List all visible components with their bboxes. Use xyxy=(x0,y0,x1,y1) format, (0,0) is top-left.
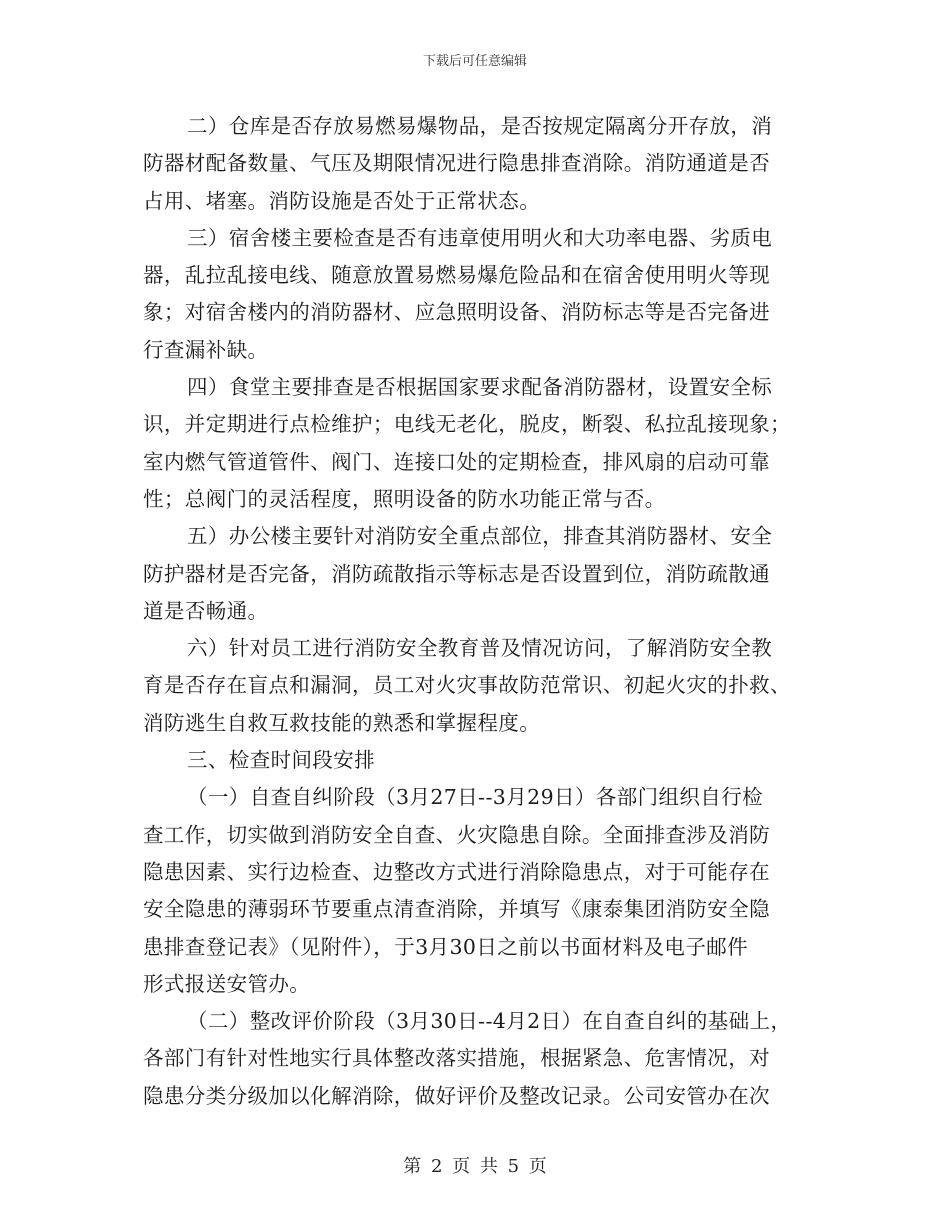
body-text-line: 性；总阀门的灵活程度，照明设备的防水功能正常与否。 xyxy=(143,486,666,511)
body-text-line: 隐患因素、实行边检查、边整改方式进行消除隐患点，对于可能存在 xyxy=(143,859,770,884)
body-text-line: 消防逃生自救互救技能的熟悉和掌握程度。 xyxy=(143,710,541,735)
body-text-line: 查工作，切实做到消防安全自查、火灾隐患自除。全面排查涉及消防 xyxy=(143,822,770,847)
document-body xyxy=(143,108,809,1115)
body-text-line: 防器材配备数量、气压及期限情况进行隐患排查消除。消防通道是否 xyxy=(143,151,770,176)
body-text-line: 隐患分类分级加以化解消除，做好评价及整改记录。公司安管办在次 xyxy=(143,1083,770,1108)
body-text-line: 占用、堵塞。消防设施是否处于正常状态。 xyxy=(143,188,541,213)
body-text-line: 形式报送安管办。 xyxy=(143,971,311,996)
body-text-line: 安全隐患的薄弱环节要重点清查消除，并填写《康泰集团消防安全隐 xyxy=(143,897,770,922)
body-text-line: 四）食堂主要排查是否根据国家要求配备消防器材，设置安全标 xyxy=(187,375,773,400)
body-text-line: （一）自查自纠阶段（3月27日--3月29日）各部门组织自行检 xyxy=(187,785,764,810)
body-text-line: 象；对宿舍楼内的消防器材、应急照明设备、消防标志等是否完备进 xyxy=(143,300,770,325)
body-text-line: 室内燃气管道管件、阀门、连接口处的定期检查，排风扇的启动可靠 xyxy=(143,449,770,474)
body-text-line: 道是否畅通。 xyxy=(143,598,269,623)
body-text-line: 患排查登记表》（见附件），于3月30日之前以书面材料及电子邮件 xyxy=(143,934,749,959)
body-text-line: 育是否存在盲点和漏洞，员工对火灾事故防范常识、初起火灾的扑救、 xyxy=(143,673,791,698)
body-text-line: 器，乱拉乱接电线、随意放置易燃易爆危险品和在宿舍使用明火等现 xyxy=(143,263,770,288)
body-text-line: 二）仓库是否存放易燃易爆物品，是否按规定隔离分开存放，消 xyxy=(187,114,773,138)
body-text-line: 识，并定期进行点检维护；电线无老化，脱皮，断裂、私拉乱接现象； xyxy=(143,412,791,437)
body-text-line: 行查漏补缺。 xyxy=(143,337,269,362)
page-header: 下载后可任意编辑 xyxy=(422,54,527,69)
body-text-line: 三）宿舍楼主要检查是否有违章使用明火和大功率电器、劣质电 xyxy=(187,225,773,250)
body-text-line: 五）办公楼主要针对消防安全重点部位，排查其消防器材、安全 xyxy=(187,524,773,549)
body-text-line: 各部门有针对性地实行具体整改落实措施，根据紧急、危害情况，对 xyxy=(143,1046,770,1071)
body-text-line: 三、检查时间段安排 xyxy=(187,748,376,773)
body-text-line: 防护器材是否完备，消防疏散指示等标志是否设置到位，消防疏散通 xyxy=(143,561,770,586)
body-text-line: （二）整改评价阶段（3月30日--4月2日）在自查自纠的基础上， xyxy=(187,1009,792,1034)
page-number-footer: 第 2 页 共 5 页 xyxy=(403,1156,547,1177)
body-text-line: 六）针对员工进行消防安全教育普及情况访问，了解消防安全教 xyxy=(187,636,773,661)
